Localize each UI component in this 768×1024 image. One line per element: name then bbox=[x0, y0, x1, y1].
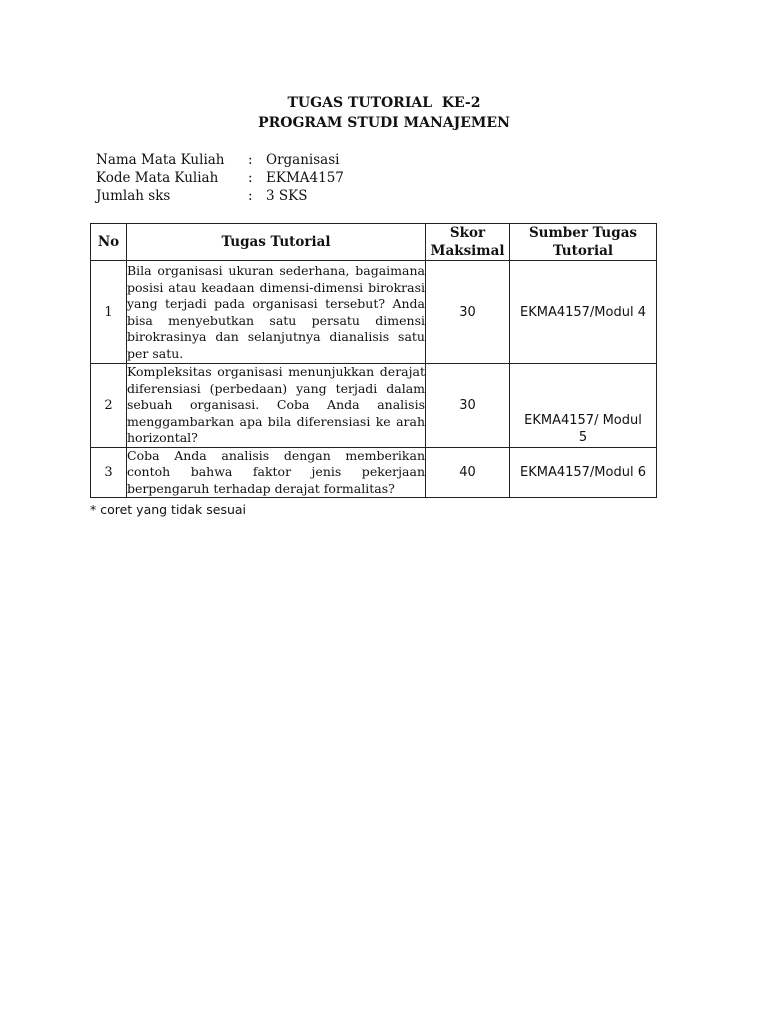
table-row bbox=[91, 364, 657, 448]
cell-skor: 30 bbox=[426, 261, 510, 364]
info-label: Kode Mata Kuliah bbox=[96, 170, 219, 186]
header-sumber bbox=[510, 224, 657, 261]
document-title bbox=[0, 93, 768, 133]
info-row-kode bbox=[96, 169, 344, 187]
cell-sumber-line2: 5 bbox=[578, 429, 588, 445]
header-skor-line2: Maksimal bbox=[430, 243, 505, 259]
header-sumber-line2: Tutorial bbox=[553, 243, 613, 259]
title-line-2: PROGRAM STUDI MANAJEMEN bbox=[258, 115, 510, 131]
table-row bbox=[91, 261, 657, 364]
header-tugas: Tugas Tutorial bbox=[127, 224, 426, 261]
tutorial-task-table bbox=[90, 223, 657, 498]
header-skor bbox=[426, 224, 510, 261]
footnote: * coret yang tidak sesuai bbox=[90, 502, 247, 517]
cell-sumber bbox=[510, 364, 657, 448]
cell-tugas: Kompleksitas organisasi menunjukkan derajat diferensiasi (perbedaan) yang terjadi dalam sebuah organisasi. Coba Anda analisis menggambarkan apa bila diferensiasi ke arah horizontal? bbox=[127, 364, 425, 445]
cell-skor: 30 bbox=[426, 364, 510, 448]
header-sumber-line1: Sumber Tugas bbox=[528, 225, 638, 241]
info-value: Organisasi bbox=[266, 152, 340, 168]
info-label: Jumlah sks bbox=[96, 188, 171, 204]
cell-sumber-line1: EKMA4157/Modul 6 bbox=[520, 464, 646, 480]
info-colon: : bbox=[248, 170, 253, 186]
info-colon: : bbox=[248, 152, 253, 168]
cell-no: 1 bbox=[91, 261, 127, 364]
info-value: 3 SKS bbox=[266, 188, 308, 204]
cell-sumber-line1: EKMA4157/Modul 4 bbox=[520, 304, 646, 320]
cell-sumber-line1: EKMA4157/ Modul bbox=[524, 412, 642, 428]
info-row-sks bbox=[96, 187, 344, 205]
header-no: No bbox=[91, 224, 127, 261]
cell-no: 3 bbox=[91, 447, 127, 498]
table-row bbox=[91, 447, 657, 498]
info-row-nama bbox=[96, 151, 344, 169]
cell-skor: 40 bbox=[426, 447, 510, 498]
info-label: Nama Mata Kuliah bbox=[96, 152, 225, 168]
cell-sumber bbox=[510, 261, 657, 364]
header-skor-line1: Skor bbox=[449, 225, 486, 241]
course-info bbox=[96, 151, 344, 205]
cell-tugas: Bila organisasi ukuran sederhana, bagaimana posisi atau keadaan dimensi-dimensi birokrasi yang terjadi pada organisasi tersebut? Anda bisa menyebutkan satu persatu dimensi birokrasinya dan selanjutnya dianalisis satu per satu. bbox=[127, 261, 426, 364]
title-line-1: TUGAS TUTORIAL KE-2 bbox=[287, 95, 481, 111]
info-colon: : bbox=[248, 188, 253, 204]
info-value: EKMA4157 bbox=[266, 170, 344, 186]
cell-no: 2 bbox=[91, 364, 127, 448]
cell-tugas: Coba Anda analisis dengan memberikan contoh bahwa faktor jenis pekerjaan berpengaruh terhadap derajat formalitas? bbox=[127, 447, 425, 496]
cell-sumber bbox=[510, 447, 657, 498]
table-header-row bbox=[91, 224, 657, 261]
